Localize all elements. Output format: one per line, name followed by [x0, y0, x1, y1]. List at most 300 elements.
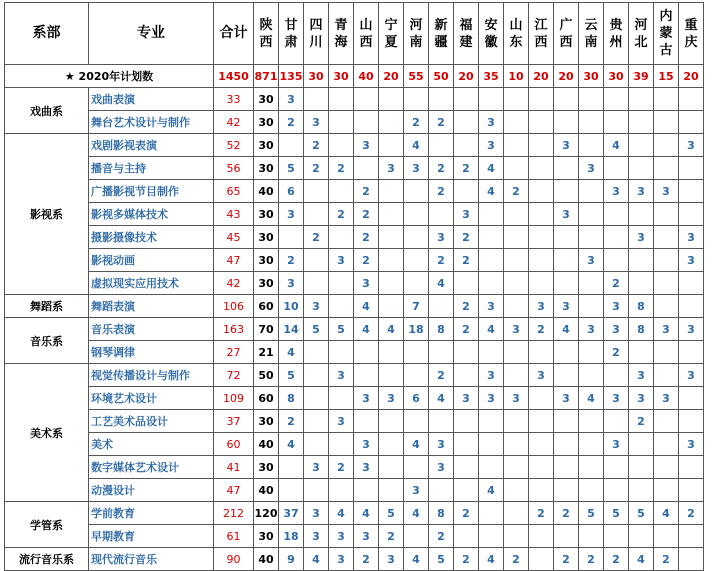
quota-cell: 3 — [654, 180, 679, 203]
quota-cell: 37 — [279, 502, 304, 525]
quota-cell: 2 — [354, 203, 379, 226]
quota-cell — [329, 387, 354, 410]
quota-cell: 6 — [279, 180, 304, 203]
quota-cell: 4 — [404, 134, 429, 157]
quota-cell: 2 — [354, 249, 379, 272]
quota-cell — [429, 341, 454, 364]
dept-name: 舞蹈系 — [5, 295, 89, 318]
quota-cell: 4 — [404, 548, 429, 571]
quota-cell: 3 — [554, 387, 579, 410]
quota-cell: 8 — [279, 387, 304, 410]
quota-cell — [479, 502, 504, 525]
province-header — [304, 3, 329, 65]
quota-cell — [629, 341, 654, 364]
province-char: 蒙 — [659, 26, 673, 41]
province-char: 西 — [559, 34, 573, 50]
quota-cell — [379, 456, 404, 479]
quota-cell: 4 — [429, 272, 454, 295]
quota-cell: 4 — [654, 502, 679, 525]
quota-cell: 3 — [279, 203, 304, 226]
quota-cell: 10 — [279, 295, 304, 318]
province-char: 肃 — [284, 34, 298, 50]
quota-cell: 2 — [454, 548, 479, 571]
table-row — [5, 157, 704, 180]
province-header — [404, 3, 429, 65]
quota-cell — [679, 88, 704, 111]
quota-cell — [504, 433, 529, 456]
quota-cell: 5 — [304, 318, 329, 341]
quota-cell — [604, 203, 629, 226]
major-header: 专业 — [89, 3, 214, 65]
major-name: 数字媒体艺术设计 — [89, 456, 214, 479]
province-char: 河 — [409, 17, 423, 33]
dept-name: 学管系 — [5, 502, 89, 548]
plan-total-province: 30 — [304, 65, 329, 88]
quota-cell: 4 — [554, 318, 579, 341]
quota-cell: 3 — [554, 295, 579, 318]
quota-cell: 5 — [279, 157, 304, 180]
quota-cell: 3 — [479, 134, 504, 157]
quota-cell: 3 — [479, 295, 504, 318]
plan-total-province: 20 — [554, 65, 579, 88]
quota-cell — [379, 88, 404, 111]
province-char: 广 — [559, 17, 573, 33]
quota-cell: 40 — [254, 479, 279, 502]
quota-cell — [529, 456, 554, 479]
quota-cell: 3 — [579, 249, 604, 272]
major-total: 45 — [214, 226, 254, 249]
province-header — [379, 3, 404, 65]
major-name: 美术 — [89, 433, 214, 456]
quota-cell: 3 — [629, 364, 654, 387]
quota-cell: 2 — [279, 249, 304, 272]
table-row — [5, 456, 704, 479]
quota-cell — [329, 226, 354, 249]
plan-total-province: 20 — [379, 65, 404, 88]
major-name: 音乐表演 — [89, 318, 214, 341]
major-total: 52 — [214, 134, 254, 157]
quota-cell: 2 — [454, 318, 479, 341]
quota-cell — [554, 456, 579, 479]
quota-cell: 3 — [629, 226, 654, 249]
quota-cell: 8 — [629, 295, 654, 318]
table-row — [5, 249, 704, 272]
quota-cell — [529, 226, 554, 249]
table-row — [5, 410, 704, 433]
quota-cell — [654, 341, 679, 364]
quota-cell: 2 — [454, 157, 479, 180]
quota-cell — [404, 226, 429, 249]
quota-cell: 5 — [329, 318, 354, 341]
quota-cell: 4 — [279, 341, 304, 364]
quota-cell: 3 — [479, 111, 504, 134]
quota-cell — [454, 111, 479, 134]
quota-cell — [504, 479, 529, 502]
table-row — [5, 272, 704, 295]
quota-cell — [679, 203, 704, 226]
province-char: 南 — [409, 34, 423, 50]
quota-cell: 4 — [479, 180, 504, 203]
quota-cell — [379, 134, 404, 157]
table-row — [5, 203, 704, 226]
province-header — [604, 3, 629, 65]
major-total: 61 — [214, 525, 254, 548]
quota-cell — [579, 134, 604, 157]
quota-cell — [504, 456, 529, 479]
quota-cell: 2 — [329, 203, 354, 226]
quota-cell: 3 — [604, 387, 629, 410]
quota-cell — [679, 272, 704, 295]
dept-name: 戏曲系 — [5, 88, 89, 134]
quota-cell — [604, 410, 629, 433]
quota-cell: 3 — [304, 525, 329, 548]
quota-cell — [629, 157, 654, 180]
quota-cell — [604, 479, 629, 502]
quota-cell — [604, 88, 629, 111]
quota-cell — [429, 88, 454, 111]
quota-cell — [454, 180, 479, 203]
quota-cell: 2 — [429, 249, 454, 272]
quota-cell — [654, 433, 679, 456]
quota-cell: 5 — [429, 548, 454, 571]
dept-name: 流行音乐系 — [5, 548, 89, 571]
quota-cell — [679, 548, 704, 571]
quota-cell — [354, 479, 379, 502]
plan-total-province: 30 — [604, 65, 629, 88]
quota-cell — [629, 134, 654, 157]
quota-cell: 4 — [629, 548, 654, 571]
quota-cell: 8 — [429, 502, 454, 525]
quota-cell: 3 — [429, 226, 454, 249]
quota-cell: 3 — [679, 318, 704, 341]
quota-cell — [654, 111, 679, 134]
quota-cell: 3 — [504, 387, 529, 410]
quota-cell — [579, 203, 604, 226]
quota-cell: 3 — [554, 203, 579, 226]
province-char: 云 — [584, 17, 598, 33]
quota-cell — [654, 456, 679, 479]
quota-cell — [579, 272, 604, 295]
quota-cell — [354, 341, 379, 364]
quota-cell: 40 — [254, 433, 279, 456]
major-total: 42 — [214, 272, 254, 295]
quota-cell: 3 — [354, 272, 379, 295]
quota-cell: 30 — [254, 410, 279, 433]
quota-cell — [629, 272, 654, 295]
quota-cell: 3 — [554, 134, 579, 157]
major-name: 钢琴调律 — [89, 341, 214, 364]
quota-cell: 2 — [504, 548, 529, 571]
quota-cell — [504, 249, 529, 272]
quota-cell: 3 — [404, 157, 429, 180]
quota-cell: 3 — [329, 249, 354, 272]
plan-total-province: 35 — [479, 65, 504, 88]
quota-cell: 4 — [354, 502, 379, 525]
province-header — [529, 3, 554, 65]
quota-cell — [579, 341, 604, 364]
quota-cell — [529, 410, 554, 433]
quota-cell — [504, 203, 529, 226]
province-header — [429, 3, 454, 65]
quota-cell — [279, 226, 304, 249]
quota-cell: 30 — [254, 88, 279, 111]
quota-cell — [604, 157, 629, 180]
quota-cell — [504, 272, 529, 295]
quota-cell — [404, 272, 429, 295]
quota-cell — [679, 157, 704, 180]
quota-cell: 4 — [479, 318, 504, 341]
province-char: 庆 — [684, 34, 698, 50]
quota-cell — [679, 341, 704, 364]
quota-cell — [629, 456, 654, 479]
quota-cell — [504, 157, 529, 180]
plan-total-province: 15 — [654, 65, 679, 88]
quota-cell — [429, 134, 454, 157]
quota-cell: 14 — [279, 318, 304, 341]
province-char: 贵 — [609, 17, 623, 33]
quota-cell — [354, 157, 379, 180]
quota-cell — [379, 180, 404, 203]
quota-cell: 3 — [329, 410, 354, 433]
quota-cell: 3 — [604, 433, 629, 456]
province-char: 建 — [459, 34, 473, 50]
quota-cell: 21 — [254, 341, 279, 364]
quota-cell — [379, 226, 404, 249]
quota-cell — [304, 180, 329, 203]
quota-cell — [379, 111, 404, 134]
major-total: 65 — [214, 180, 254, 203]
quota-cell — [354, 364, 379, 387]
quota-cell: 2 — [579, 548, 604, 571]
table-row — [5, 318, 704, 341]
quota-cell: 3 — [379, 387, 404, 410]
quota-cell — [279, 456, 304, 479]
quota-cell — [429, 479, 454, 502]
quota-cell — [604, 249, 629, 272]
quota-cell: 3 — [429, 433, 454, 456]
quota-cell — [329, 134, 354, 157]
quota-cell: 3 — [479, 364, 504, 387]
quota-cell — [454, 410, 479, 433]
quota-cell: 3 — [354, 525, 379, 548]
quota-cell — [554, 157, 579, 180]
major-name: 动漫设计 — [89, 479, 214, 502]
quota-cell — [679, 525, 704, 548]
plan-total-label: ★ 2020年计划数 — [5, 65, 214, 88]
quota-cell — [679, 479, 704, 502]
quota-cell: 3 — [304, 456, 329, 479]
quota-cell — [479, 433, 504, 456]
quota-cell: 60 — [254, 387, 279, 410]
province-header — [254, 3, 279, 65]
province-char: 夏 — [384, 34, 398, 50]
major-name: 戏曲表演 — [89, 88, 214, 111]
quota-cell: 30 — [254, 456, 279, 479]
plan-total-province: 10 — [504, 65, 529, 88]
quota-cell — [454, 364, 479, 387]
quota-cell — [654, 272, 679, 295]
province-char: 南 — [584, 34, 598, 50]
quota-cell: 30 — [254, 111, 279, 134]
quota-cell — [654, 295, 679, 318]
quota-cell: 18 — [279, 525, 304, 548]
quota-cell — [479, 88, 504, 111]
province-char: 山 — [509, 17, 523, 33]
quota-cell: 3 — [279, 272, 304, 295]
province-header — [454, 3, 479, 65]
quota-cell: 5 — [579, 502, 604, 525]
quota-cell: 2 — [604, 272, 629, 295]
quota-cell — [579, 364, 604, 387]
quota-cell — [379, 433, 404, 456]
quota-cell — [604, 226, 629, 249]
quota-cell — [654, 157, 679, 180]
quota-cell: 2 — [354, 180, 379, 203]
plan-total-province: 39 — [629, 65, 654, 88]
quota-cell: 3 — [529, 295, 554, 318]
table-row — [5, 364, 704, 387]
quota-cell — [654, 249, 679, 272]
quota-cell: 18 — [404, 318, 429, 341]
province-char: 山 — [359, 17, 373, 33]
quota-cell — [454, 88, 479, 111]
quota-cell — [504, 525, 529, 548]
quota-cell — [504, 295, 529, 318]
province-char: 州 — [609, 34, 623, 50]
dept-header: 系部 — [5, 3, 89, 65]
quota-cell — [579, 180, 604, 203]
quota-cell — [579, 226, 604, 249]
quota-cell: 2 — [529, 502, 554, 525]
province-header — [354, 3, 379, 65]
table-row — [5, 111, 704, 134]
quota-cell — [629, 203, 654, 226]
quota-cell — [329, 433, 354, 456]
quota-cell — [479, 272, 504, 295]
quota-cell — [304, 364, 329, 387]
plan-total-province: 55 — [404, 65, 429, 88]
quota-cell — [679, 410, 704, 433]
table-row — [5, 502, 704, 525]
quota-cell: 5 — [604, 502, 629, 525]
major-total: 90 — [214, 548, 254, 571]
quota-cell: 4 — [479, 157, 504, 180]
major-name: 播音与主持 — [89, 157, 214, 180]
quota-cell: 2 — [429, 180, 454, 203]
quota-cell — [504, 341, 529, 364]
quota-cell — [454, 479, 479, 502]
quota-cell — [379, 295, 404, 318]
quota-cell: 3 — [354, 387, 379, 410]
major-name: 摄影摄像技术 — [89, 226, 214, 249]
major-name: 视觉传播设计与制作 — [89, 364, 214, 387]
major-total: 106 — [214, 295, 254, 318]
quota-cell: 3 — [654, 318, 679, 341]
quota-cell — [529, 157, 554, 180]
quota-cell: 8 — [629, 318, 654, 341]
quota-cell — [654, 525, 679, 548]
province-char: 宁 — [384, 17, 398, 33]
quota-cell — [654, 410, 679, 433]
province-char: 海 — [334, 34, 348, 50]
quota-cell — [654, 226, 679, 249]
quota-cell — [404, 364, 429, 387]
quota-cell — [654, 203, 679, 226]
quota-cell: 3 — [304, 502, 329, 525]
quota-cell — [604, 364, 629, 387]
table-row — [5, 525, 704, 548]
quota-cell — [579, 410, 604, 433]
quota-cell: 2 — [429, 525, 454, 548]
major-name: 早期教育 — [89, 525, 214, 548]
province-char: 川 — [309, 34, 323, 50]
province-char: 江 — [534, 17, 548, 33]
quota-cell: 3 — [454, 387, 479, 410]
plan-total-province: 20 — [679, 65, 704, 88]
quota-cell — [504, 364, 529, 387]
quota-cell: 2 — [279, 111, 304, 134]
quota-cell: 50 — [254, 364, 279, 387]
major-total: 41 — [214, 456, 254, 479]
major-total: 163 — [214, 318, 254, 341]
quota-cell — [304, 410, 329, 433]
major-name: 影视多媒体技术 — [89, 203, 214, 226]
quota-cell: 3 — [329, 364, 354, 387]
quota-cell — [379, 341, 404, 364]
province-header — [679, 3, 704, 65]
quota-cell: 2 — [379, 525, 404, 548]
quota-cell: 3 — [504, 318, 529, 341]
quota-cell — [679, 180, 704, 203]
quota-cell — [404, 88, 429, 111]
quota-cell — [379, 479, 404, 502]
major-name: 戏剧影视表演 — [89, 134, 214, 157]
quota-cell — [554, 341, 579, 364]
quota-cell: 2 — [554, 502, 579, 525]
quota-cell: 4 — [329, 502, 354, 525]
quota-cell: 2 — [554, 548, 579, 571]
major-total: 37 — [214, 410, 254, 433]
quota-cell — [554, 410, 579, 433]
quota-cell — [529, 272, 554, 295]
quota-cell — [529, 203, 554, 226]
major-name: 学前教育 — [89, 502, 214, 525]
quota-cell: 2 — [404, 111, 429, 134]
plan-total-province: 20 — [529, 65, 554, 88]
province-char: 甘 — [284, 17, 298, 33]
quota-cell — [579, 456, 604, 479]
table-row — [5, 180, 704, 203]
major-total: 43 — [214, 203, 254, 226]
quota-cell — [304, 249, 329, 272]
quota-cell: 7 — [404, 295, 429, 318]
quota-cell: 30 — [254, 157, 279, 180]
quota-cell — [404, 249, 429, 272]
province-header — [279, 3, 304, 65]
quota-cell — [554, 249, 579, 272]
province-char: 河 — [634, 17, 648, 33]
province-char: 西 — [359, 34, 373, 50]
quota-cell: 5 — [279, 364, 304, 387]
quota-cell: 4 — [429, 387, 454, 410]
major-name: 现代流行音乐 — [89, 548, 214, 571]
major-name: 广播影视节目制作 — [89, 180, 214, 203]
header-row — [5, 3, 704, 65]
quota-cell — [579, 295, 604, 318]
plan-total-province: 50 — [429, 65, 454, 88]
quota-cell — [579, 433, 604, 456]
quota-cell — [329, 479, 354, 502]
